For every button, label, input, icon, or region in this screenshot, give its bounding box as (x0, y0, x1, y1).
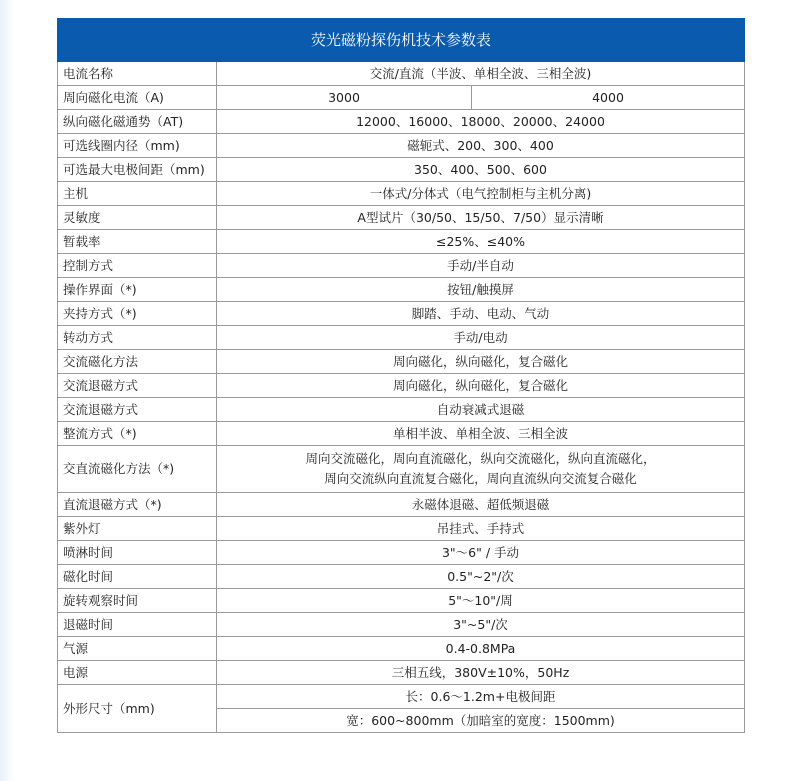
row-label: 可选最大电极间距（mm) (58, 158, 217, 182)
table-title-row (58, 19, 745, 62)
table-row (58, 613, 745, 637)
table-row (58, 446, 745, 493)
row-label: 交流退磁方式 (58, 374, 217, 398)
row-value: 三相五线，380V±10%，50Hz (217, 661, 745, 685)
table-row (58, 541, 745, 565)
row-value-line: 周向交流纵向直流复合磁化，周向直流纵向交流复合磁化 (324, 471, 637, 486)
row-label: 电源 (58, 661, 217, 685)
table-row (58, 565, 745, 589)
row-value: A型试片（30/50、15/50、7/50）显示清晰 (217, 206, 745, 230)
table-row (58, 158, 745, 182)
row-label: 直流退磁方式（*) (58, 493, 217, 517)
table-row (58, 326, 745, 350)
table-row (58, 206, 745, 230)
row-value: 永磁体退磁、超低频退磁 (217, 493, 745, 517)
row-value: 周向磁化，纵向磁化，复合磁化 (217, 350, 745, 374)
row-value: 3"～6" / 手动 (217, 541, 745, 565)
row-value: 交流/直流（半波、单相全波、三相全波) (217, 62, 745, 86)
table-row (58, 398, 745, 422)
table-row (58, 278, 745, 302)
row-label: 旋转观察时间 (58, 589, 217, 613)
table-row (58, 422, 745, 446)
row-value-3000: 3000 (217, 86, 472, 110)
row-value: 手动/半自动 (217, 254, 745, 278)
table-row (58, 230, 745, 254)
row-label: 喷淋时间 (58, 541, 217, 565)
row-value-4000: 4000 (472, 86, 745, 110)
row-label: 周向磁化电流（A) (58, 86, 217, 110)
table-row (58, 589, 745, 613)
table-row (58, 302, 745, 326)
row-value: 周向磁化，纵向磁化，复合磁化 (217, 374, 745, 398)
row-label: 操作界面（*) (58, 278, 217, 302)
row-value-multiline (217, 446, 745, 493)
row-label: 纵向磁化磁通势（AT) (58, 110, 217, 134)
table-row (58, 517, 745, 541)
row-value: 按钮/触摸屏 (217, 278, 745, 302)
row-value: 脚踏、手动、电动、气动 (217, 302, 745, 326)
row-label: 外形尺寸（mm) (58, 685, 217, 733)
row-value: 一体式/分体式（电气控制柜与主机分离) (217, 182, 745, 206)
table-row (58, 62, 745, 86)
spec-table (57, 18, 745, 733)
row-label: 控制方式 (58, 254, 217, 278)
table-row (58, 350, 745, 374)
row-value: ≤25%、≤40% (217, 230, 745, 254)
row-value-line: 周向交流磁化，周向直流磁化，纵向交流磁化，纵向直流磁化， (305, 451, 656, 466)
table-row (58, 86, 745, 110)
row-label: 整流方式（*) (58, 422, 217, 446)
row-value-width: 宽：600~800mm（加暗室的宽度：1500mm) (217, 709, 745, 733)
row-value: 5"～10"/周 (217, 589, 745, 613)
table-row (58, 637, 745, 661)
row-label: 灵敏度 (58, 206, 217, 230)
row-value: 吊挂式、手持式 (217, 517, 745, 541)
row-value: 350、400、500、600 (217, 158, 745, 182)
row-value: 磁轭式、200、300、400 (217, 134, 745, 158)
table-row (58, 685, 745, 709)
row-value: 12000、16000、18000、20000、24000 (217, 110, 745, 134)
row-value: 0.4-0.8MPa (217, 637, 745, 661)
table-title: 荧光磁粉探伤机技术参数表 (58, 19, 745, 62)
row-label: 紫外灯 (58, 517, 217, 541)
row-label: 交流退磁方式 (58, 398, 217, 422)
left-edge-tint (0, 0, 14, 781)
row-label: 磁化时间 (58, 565, 217, 589)
row-label: 夹持方式（*) (58, 302, 217, 326)
row-label: 主机 (58, 182, 217, 206)
row-value: 0.5"~2"/次 (217, 565, 745, 589)
table-row (58, 493, 745, 517)
row-label: 可选线圈内径（mm) (58, 134, 217, 158)
row-label: 暂载率 (58, 230, 217, 254)
row-label: 转动方式 (58, 326, 217, 350)
table-row (58, 661, 745, 685)
row-value: 单相半波、单相全波、三相全波 (217, 422, 745, 446)
row-label: 退磁时间 (58, 613, 217, 637)
row-label: 交直流磁化方法（*) (58, 446, 217, 493)
row-value: 自动衰减式退磁 (217, 398, 745, 422)
row-label: 电流名称 (58, 62, 217, 86)
table-row (58, 254, 745, 278)
row-value-length: 长：0.6～1.2m+电极间距 (217, 685, 745, 709)
table-row (58, 134, 745, 158)
row-label: 交流磁化方法 (58, 350, 217, 374)
table-row (58, 182, 745, 206)
row-label: 气源 (58, 637, 217, 661)
table-row (58, 374, 745, 398)
row-value: 3"~5"/次 (217, 613, 745, 637)
row-value: 手动/电动 (217, 326, 745, 350)
table-row (58, 110, 745, 134)
